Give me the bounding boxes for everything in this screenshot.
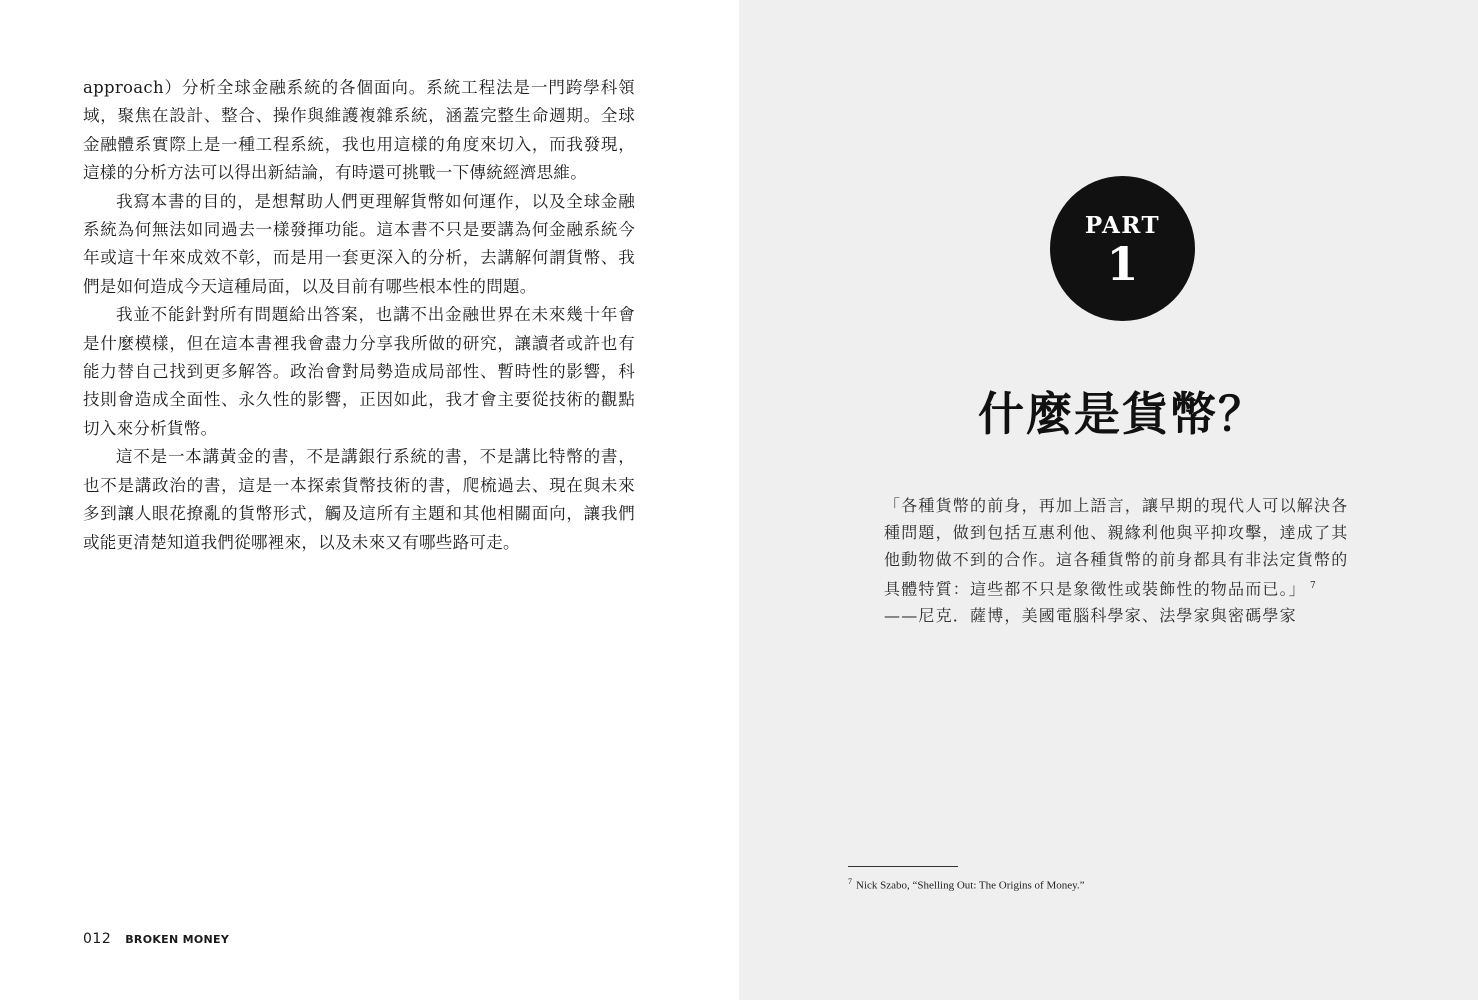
running-title: BROKEN MONEY [125,933,230,946]
footnote-ref: 7 [848,877,852,886]
paragraph-4: 這不是一本講黃金的書，不是講銀行系統的書，不是講比特幣的書，也不是講政治的書，這是一本探索貨幣技術的書，爬梳過去、現在與未來多到讓人眼花撩亂的貨幣形式，觸及這所有主題和其他相關面向，讓我們或能更清楚知道我們從哪裡來，以及未來又有哪些路可走。 [83,447,635,552]
footnote-text: Nick Szabo, “Shelling Out: The Origins of Money.” [856,879,1085,892]
epigraph [884,492,1364,629]
footnote-rule [848,866,958,867]
epigraph-attribution: ——尼克．薩博，美國電腦科學家、法學家與密碼學家 [884,606,1297,626]
page-number: 012 [83,931,112,947]
epigraph-quote-text: 「各種貨幣的前身，再加上語言，讓早期的現代人可以解決各種問題，做到包括互惠利他、親緣利他與平抑攻擊，達成了其他動物做不到的合作。這各種貨幣的前身都具有非法定貨幣的具體特質：這些都不只是象徵性或裝飾性的物品而已。」 [884,496,1349,599]
part-number: 1 [1106,236,1139,291]
epigraph-note-ref: 7 [1310,581,1317,591]
page-folio [83,931,229,947]
paragraph-2: 我寫本書的目的，是想幫助人們更理解貨幣如何運作，以及全球金融系統為何無法如同過去一樣發揮功能。這本書不只是要講為何金融系統今年或這十年來成效不彰，而是用一套更深入的分析，去講解何謂貨幣、我們是如何造成今天這種局面，以及目前有哪些根本性的問題。 [83,191,635,296]
part-title: 什麼是貨幣？ [978,387,1266,441]
paragraph-1: approach）分析全球金融系統的各個面向。系統工程法是一門跨學科領域，聚焦在設計、整合、操作與維護複雜系統，涵蓋完整生命週期。全球金融體系實際上是一種工程系統，我也用這樣的角度來切入，而我發現，這樣的分析方法可以得出新結論，有時還可挑戰一下傳統經濟思維。 [83,78,635,183]
right-page [739,0,1478,1000]
epigraph-quote [884,492,1364,602]
body-text [83,74,635,557]
paragraph-3: 我並不能針對所有問題給出答案，也講不出金融世界在未來幾十年會是什麼模樣，但在這本書裡我會盡力分享我所做的研究，讓讀者或許也有能力替自己找到更多解答。政治會對局勢造成局部性、暫時性的影響，科技則會造成全面性、永久性的影響，正因如此，我才會主要從技術的觀點切入來分析貨幣。 [83,305,635,438]
footnote [848,877,1348,892]
part-badge [1050,176,1195,321]
part-label: PART [1084,211,1161,239]
